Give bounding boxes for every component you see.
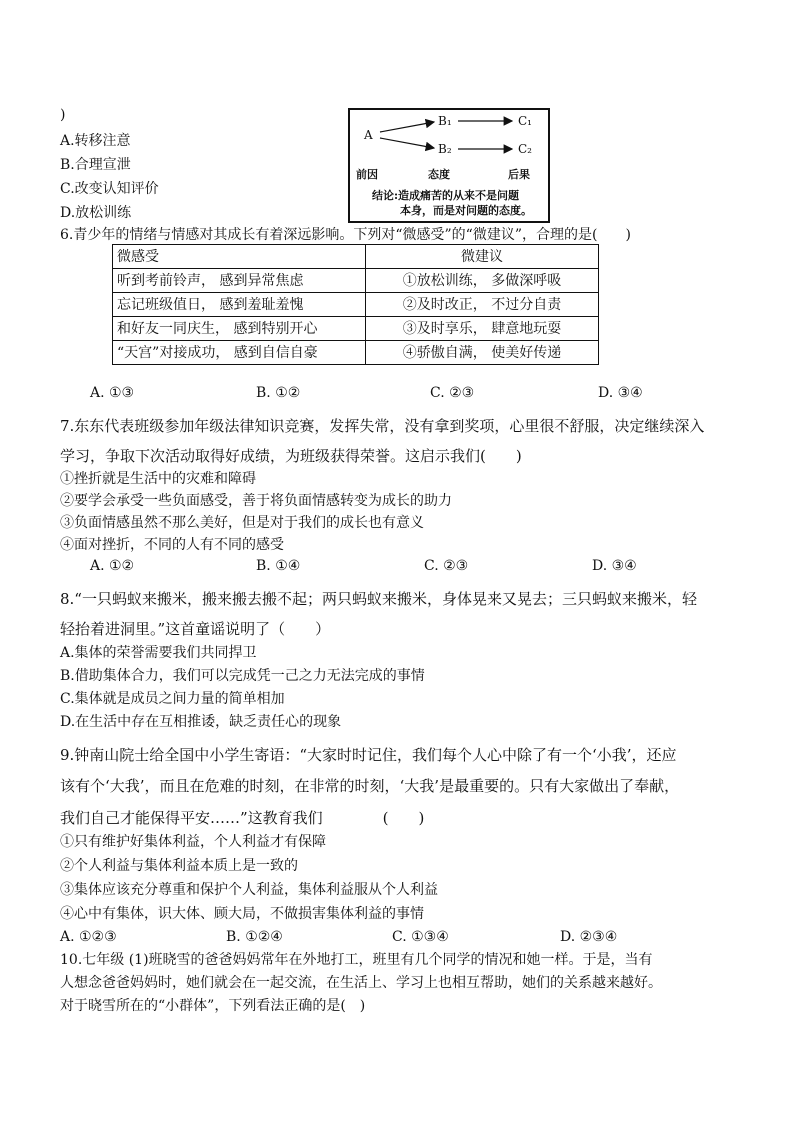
table-cell: 听到考前铃声， 感到异常焦虑: [113, 269, 366, 293]
q5-option-a: A.转移注意: [60, 133, 131, 149]
table-cell: ①放松训练， 多做深呼吸: [366, 269, 599, 293]
q9-item-1: ①只有维护好集体利益，个人利益才有保障: [60, 834, 326, 850]
q5-option-d: D.放松训练: [60, 205, 132, 221]
q5-option-c: C.改变认知评价: [60, 181, 159, 197]
table-cell: 忘记班级值日， 感到羞耻羞愧: [113, 293, 366, 317]
q7-item-4: ④面对挫折，不同的人有不同的感受: [60, 537, 284, 553]
q6-stem: 6.青少年的情绪与情感对其成长有着深远影响。下列对“微感受”的“微建议”，合理的是( ): [60, 227, 631, 243]
q7-item-3: ③负面情感虽然不那么美好，但是对于我们的成长也有意义: [60, 515, 424, 531]
q6-option-c: C. ②③: [430, 385, 475, 401]
q8-option-b: B.借助集体合力，我们可以完成凭一己之力无法完成的事情: [60, 668, 425, 684]
label-cause: 前因: [356, 168, 378, 181]
q6-option-d: D. ③④: [598, 385, 643, 401]
q6-table: [112, 244, 599, 365]
node-c2: C₂: [518, 142, 532, 156]
table-header: 微建议: [366, 245, 599, 269]
node-a: A: [364, 128, 373, 142]
node-c1: C₁: [518, 114, 532, 128]
table-cell: “天宫”对接成功， 感到自信自豪: [113, 341, 366, 365]
q6-option-b: B. ①②: [256, 385, 301, 401]
table-cell: 和好友一同庆生， 感到特别开心: [113, 317, 366, 341]
q8-stem-line-2: 轻抬着进洞里。”这首童谣说明了（ ）: [60, 620, 331, 638]
q10-line-3: 对于晓雪所在的“小群体”，下列看法正确的是( ): [60, 998, 366, 1014]
label-attitude: 态度: [428, 168, 450, 181]
table-cell: ③及时享乐， 肆意地玩耍: [366, 317, 599, 341]
q9-option-b: B. ①②④: [226, 929, 283, 945]
table-row: [113, 293, 599, 317]
q9-option-d: D. ②③④: [560, 929, 618, 945]
table-header: 微感受: [113, 245, 366, 269]
table-row: [113, 269, 599, 293]
q7-stem-line-2: 学习，争取下次活动取得好成绩，为班级获得荣誉。这启示我们( ): [60, 447, 522, 465]
q7-option-a: A. ①②: [90, 558, 135, 574]
q9-item-3: ③集体应该充分尊重和保护个人利益，集体利益服从个人利益: [60, 882, 438, 898]
label-result: 后果: [508, 168, 530, 181]
conclusion-line-2: 本身，而是对问题的态度。: [400, 204, 532, 217]
q7-option-c: C. ②③: [424, 558, 469, 574]
q10-line-1: 10.七年级 (1)班晓雪的爸爸妈妈常年在外地打工，班里有几个同学的情况和她一样。于是，当有: [60, 952, 653, 968]
arrow-a-b2: [380, 138, 434, 148]
table-header-row: [113, 245, 599, 269]
table-cell: ②及时改正， 不过分自责: [366, 293, 599, 317]
q7-stem-line-1: 7.东东代表班级参加年级法律知识竞赛，发挥失常，没有拿到奖项，心里很不舒服，决定继续深入: [60, 417, 705, 435]
q7-item-2: ②要学会承受一些负面感受，善于将负面情感转变为成长的助力: [60, 493, 452, 509]
q5-paren: ): [60, 107, 66, 123]
arrow-a-b1: [380, 122, 434, 132]
q5-option-b: B.合理宣泄: [60, 157, 131, 173]
table-row: [113, 341, 599, 365]
q9-item-2: ②个人利益与集体利益本质上是一致的: [60, 858, 298, 874]
q6-option-a: A. ①③: [90, 385, 135, 401]
table-row: [113, 317, 599, 341]
q9-stem-line-1: 9.钟南山院士给全国中小学生寄语：“大家时时记住，我们每个人心中除了有一个‘小我’，还应: [60, 746, 677, 764]
q9-option-a: A. ①②③: [60, 929, 117, 945]
q7-option-d: D. ③④: [592, 558, 637, 574]
q9-item-4: ④心中有集体，识大体、顾大局，不做损害集体利益的事情: [60, 906, 424, 922]
node-b1: B₁: [438, 114, 452, 128]
table-cell: ④骄傲自满， 使美好传递: [366, 341, 599, 365]
q9-stem-line-3: 我们自己才能保得平安……”这教育我们 ( ): [60, 809, 425, 827]
q10-line-2: 人想念爸爸妈妈时，她们就会在一起交流，在生活上、学习上也相互帮助，她们的关系越来越好。: [60, 975, 662, 991]
q8-option-c: C.集体就是成员之间力量的简单相加: [60, 691, 285, 707]
q8-option-d: D.在生活中存在互相推诿，缺乏责任心的现象: [60, 714, 342, 730]
attitude-diagram: [348, 108, 550, 223]
q9-option-c: C. ①③④: [392, 929, 449, 945]
node-b2: B₂: [438, 142, 452, 156]
q7-item-1: ①挫折就是生活中的灾难和障碍: [60, 471, 256, 487]
q8-option-a: A.集体的荣誉需要我们共同捍卫: [60, 645, 257, 661]
q9-stem-line-2: 该有个‘大我’，而且在危难的时刻，在非常的时刻，‘大我’是最重要的。只有大家做出了奉献，: [60, 777, 680, 795]
conclusion-line-1: 结论:造成痛苦的从来不是问题: [372, 189, 520, 202]
q8-stem-line-1: 8.“一只蚂蚁来搬米，搬来搬去搬不起；两只蚂蚁来搬米，身体晃来又晃去；三只蚂蚁来搬米，轻: [60, 590, 697, 608]
q7-option-b: B. ①④: [256, 558, 301, 574]
